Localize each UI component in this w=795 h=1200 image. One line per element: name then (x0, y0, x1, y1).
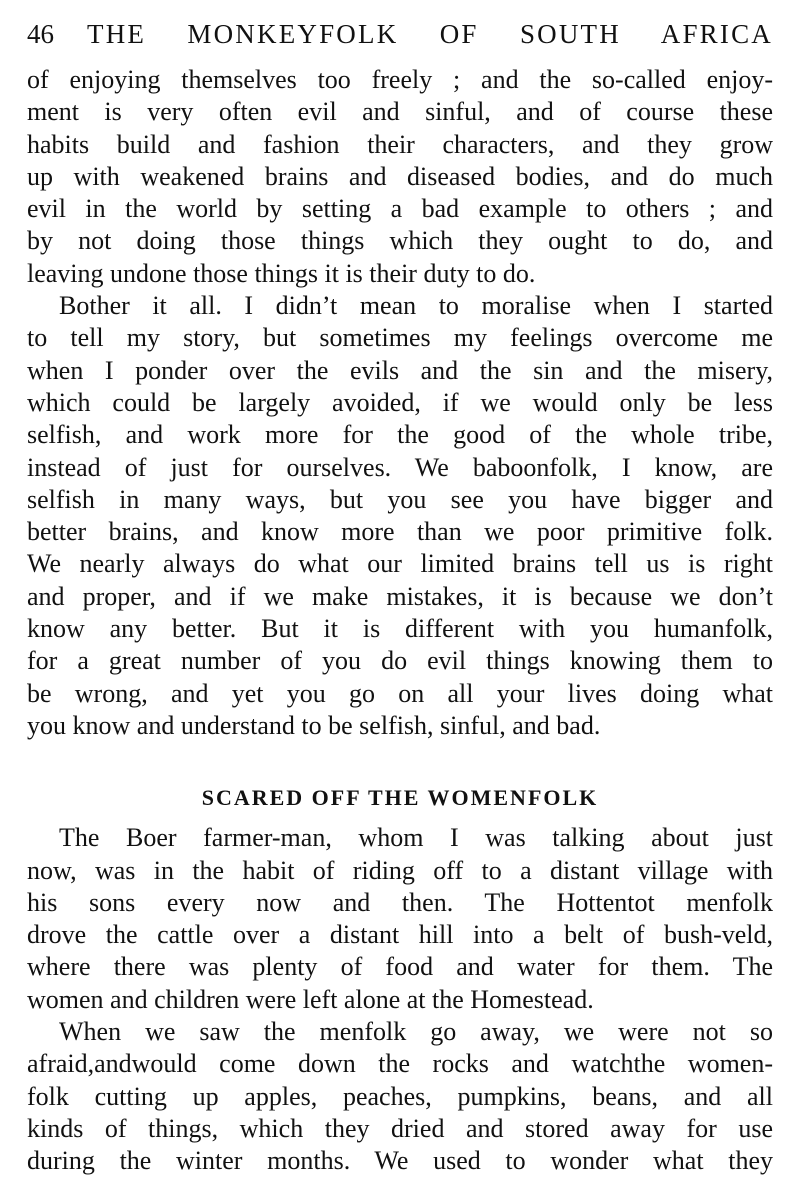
text-line: up with weakened brains and diseased bodies, and do much (27, 161, 773, 191)
text-line: selfish in many ways, but you see you have bigger and (27, 484, 773, 514)
text-line: selfish, and work more for the good of the whole tribe, (27, 420, 773, 450)
text-line: leaving undone those things it is their duty to do. (27, 258, 536, 288)
paragraph (27, 290, 773, 742)
running-header (27, 14, 773, 54)
text-line: evil in the world by setting a bad example to others ; and (27, 194, 773, 224)
text-line: when I ponder over the evils and the sin and the misery, (27, 355, 773, 385)
text-line: by not doing those things which they ought to do, and (27, 226, 773, 256)
section-spacer (27, 742, 773, 778)
text-line: for a great number of you do evil things knowing them to (27, 646, 773, 676)
paragraph (27, 822, 773, 1016)
paragraph (27, 64, 773, 290)
text-line: Bother it all. I didn’t mean to moralise when I started (59, 291, 773, 321)
section-heading: SCARED OFF THE WOMENFOLK (201, 785, 599, 811)
text-line: When we saw the menfolk go away, we were not so (59, 1017, 773, 1047)
text-line: habits build and fashion their characters, and they grow (27, 129, 773, 159)
text-line: which could be largely avoided, if we would only be less (27, 387, 773, 417)
text-line: be wrong, and yet you go on all your lives doing what (27, 678, 773, 708)
text-line: during the winter months. We used to wonder what they (27, 1146, 773, 1176)
text-line: of enjoying themselves too freely ; and the so-called enjoy- (27, 65, 773, 94)
paragraph (27, 1016, 773, 1177)
text-line: The Boer farmer-man, whom I was talking about just (59, 823, 773, 853)
page-number: 46 (27, 19, 54, 49)
text-line: folk cutting up apples, peaches, pumpkins, beans, and all (27, 1081, 773, 1111)
text-line: his sons every now and then. The Hottentot menfolk (27, 887, 773, 917)
text-line: kinds of things, which they dried and stored away for use (27, 1113, 773, 1143)
book-page (27, 14, 773, 1178)
text-line: drove the cattle over a distant hill into a belt of bush-veld, (27, 920, 773, 950)
text-line: know any better. But it is different with you humanfolk, (27, 614, 773, 644)
text-line: now, was in the habit of riding off to a distant village with (27, 855, 773, 885)
text-line: afraid,andwould come down the rocks and watchthe women- (27, 1049, 773, 1079)
text-line: instead of just for ourselves. We baboonfolk, I know, are (27, 452, 773, 482)
text-line: you know and understand to be selfish, sinful, and bad. (27, 710, 601, 740)
text-line: where there was plenty of food and water for them. The (27, 952, 773, 982)
text-line: better brains, and know more than we poor primitive folk. (27, 517, 773, 547)
running-title: THE MONKEYFOLK OF SOUTH AFRICA (87, 19, 773, 49)
text-line: ment is very often evil and sinful, and of course these (27, 97, 773, 127)
text-line: We nearly always do what our limited brains tell us is right (27, 549, 773, 579)
text-line: to tell my story, but sometimes my feelings overcome me (27, 323, 773, 353)
text-line: and proper, and if we make mistakes, it is because we don’t (27, 581, 773, 611)
text-line: women and children were left alone at the Homestead. (27, 984, 594, 1014)
